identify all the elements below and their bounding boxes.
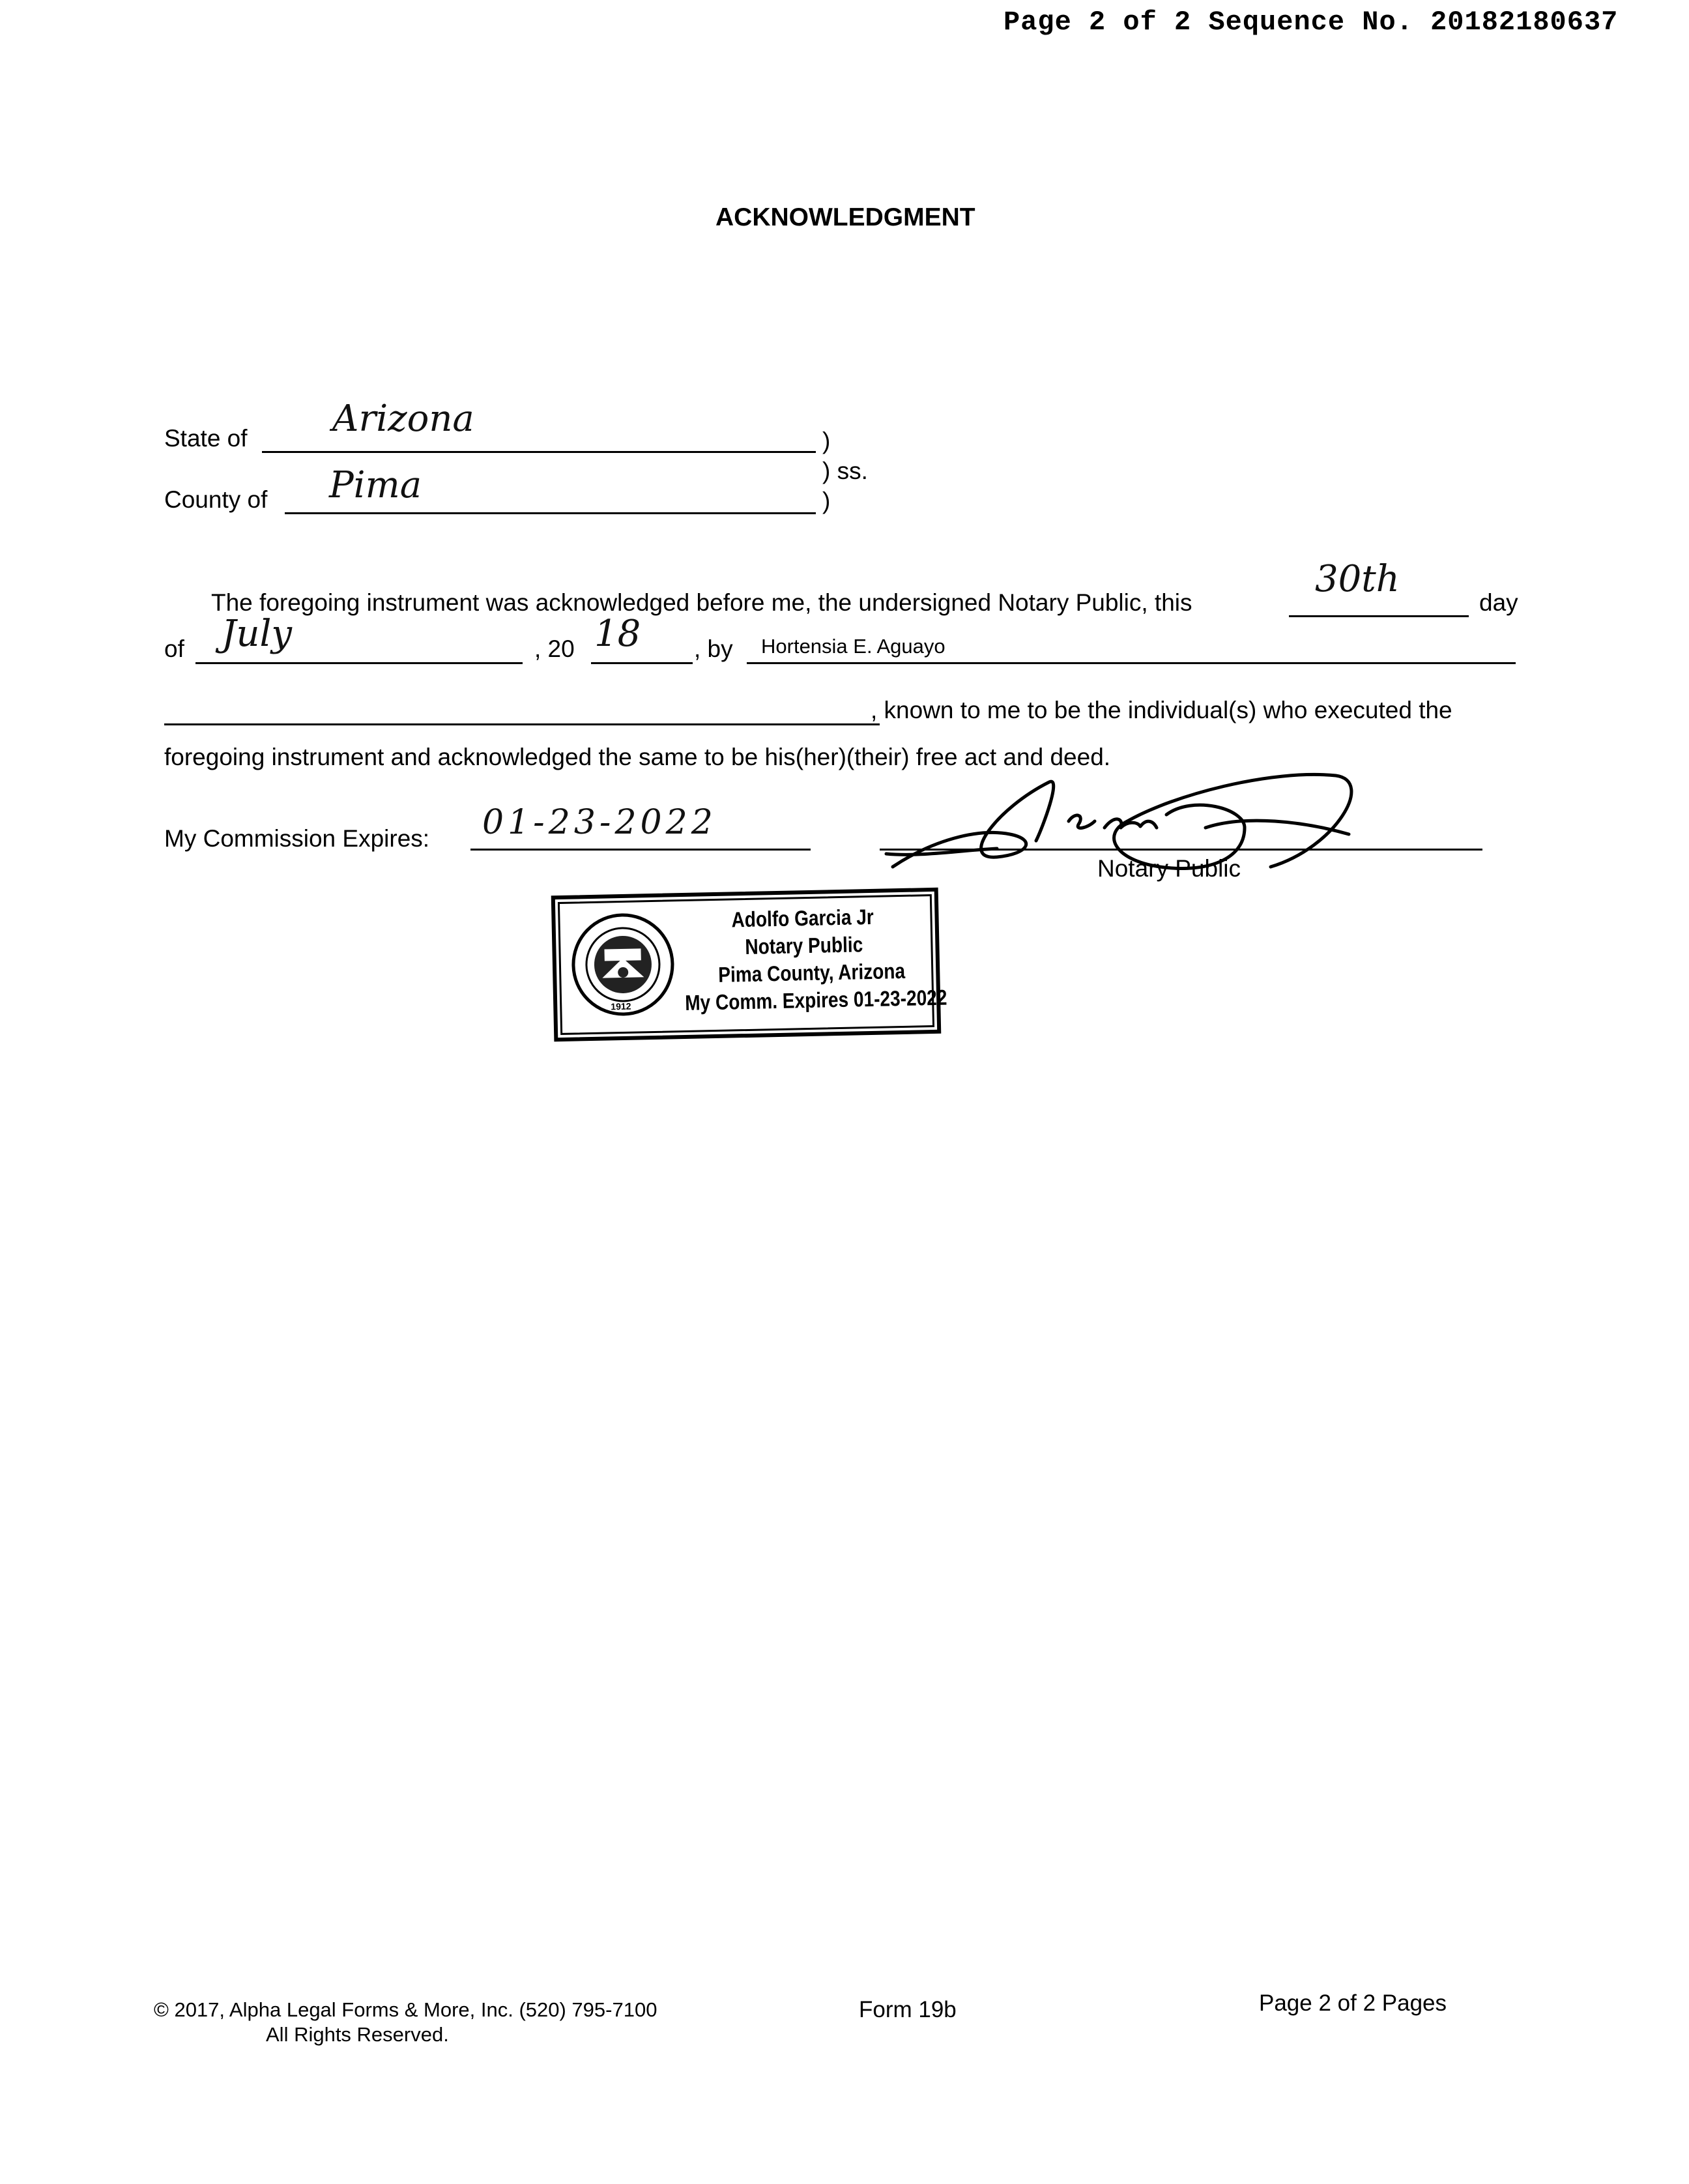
notary-public-label: Notary Public (1097, 855, 1241, 882)
commission-line (470, 849, 811, 851)
stamp-name: Adolfo Garcia Jr (731, 904, 874, 932)
footer-pages: Page 2 of 2 Pages (1259, 1990, 1447, 2016)
state-label: State of (164, 425, 248, 452)
page-title: ACKNOWLEDGMENT (715, 203, 975, 231)
seal-year: 1912 (611, 1000, 631, 1012)
commission-label: My Commission Expires: (164, 825, 430, 852)
month-value: July (222, 613, 293, 655)
notary-signature (880, 730, 1401, 899)
footer-copyright: © 2017, Alpha Legal Forms & More, Inc. (520) 795-7100 (154, 1998, 657, 2021)
state-value: Arizona (332, 398, 474, 440)
signer-line-2 (164, 723, 880, 725)
signer-name: Hortensia E. Aguayo (761, 635, 946, 658)
signer-line (747, 662, 1516, 664)
county-value: Pima (329, 464, 422, 506)
sequence-header: Page 2 of 2 Sequence No. 20182180637 (1003, 7, 1619, 38)
state-line (262, 451, 816, 453)
month-line (195, 662, 523, 664)
stamp-expires: My Comm. Expires 01-23-2022 (684, 985, 947, 1015)
paren-top: ) (822, 428, 831, 454)
by-label: , by (694, 635, 733, 662)
day-label: day (1479, 589, 1518, 616)
commission-value: 01-23-2022 (482, 803, 717, 842)
day-value: 30th (1315, 558, 1400, 600)
stamp-county: Pima County, Arizona (717, 958, 906, 987)
day-line (1289, 615, 1469, 617)
stamp-title: Notary Public (745, 932, 863, 959)
footer-rights: All Rights Reserved. (266, 2023, 449, 2046)
known-text: , known to me to be the individual(s) who executed the (871, 697, 1452, 723)
county-line (285, 512, 816, 514)
acknowledgment-text-3: foregoing instrument and acknowledged the same to be his(her)(their) free act and deed. (164, 744, 1111, 770)
paren-bot: ) (822, 488, 831, 514)
year-value: 18 (594, 613, 641, 655)
year-prefix: , 20 (534, 635, 575, 662)
acknowledgment-text-1: The foregoing instrument was acknowledged before me, the undersigned Notary Public, this (211, 589, 1192, 616)
footer-form: Form 19b (859, 1997, 957, 2022)
notary-stamp (551, 888, 947, 1041)
ss-label: ) ss. (822, 458, 868, 484)
of-label: of (164, 635, 184, 662)
county-label: County of (164, 486, 268, 513)
year-line (591, 662, 693, 664)
